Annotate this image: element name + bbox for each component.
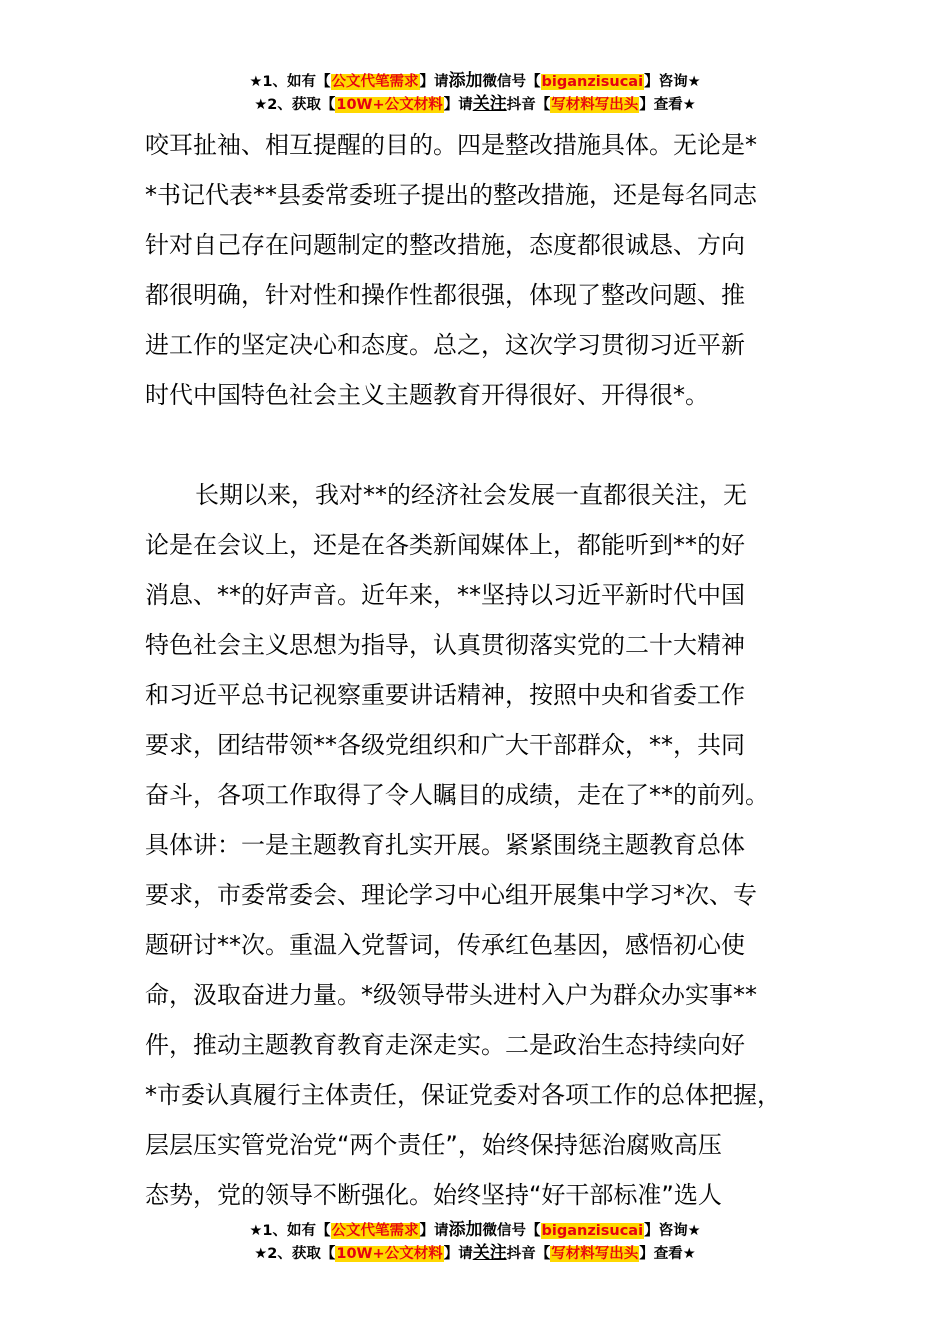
ad-highlight: biganzisucai bbox=[541, 1223, 644, 1239]
text-line: 针对自己存在问题制定的整改措施，态度都很诚恳、方向 bbox=[145, 231, 745, 259]
text-line: 消息、**的好声音。近年来，**坚持以习近平新时代中国 bbox=[145, 581, 745, 609]
ad-text: 抖音【 bbox=[506, 97, 551, 113]
text-line: 层层压实管党治党“两个责任”，始终保持惩治腐败高压 bbox=[145, 1131, 722, 1159]
ad-emphasis: 添加 bbox=[448, 71, 483, 91]
paragraph-1 bbox=[145, 120, 835, 420]
ad-suffix: 】查看★ bbox=[639, 97, 696, 113]
ad-highlight: 10W+公文材料 bbox=[336, 97, 443, 113]
ad-emphasis: 关注 bbox=[472, 94, 507, 114]
ad-highlight: biganzisucai bbox=[541, 74, 644, 90]
header-ad bbox=[0, 70, 950, 116]
text-line: 命，汲取奋进力量。*级领导带头进村入户为群众办实事** bbox=[145, 981, 757, 1009]
text-line: 具体讲：一是主题教育扎实开展。紧紧围绕主题教育总体 bbox=[145, 831, 745, 859]
ad-prefix: ★2、获取【 bbox=[254, 1246, 336, 1262]
ad-suffix: 】咨询★ bbox=[644, 1223, 701, 1239]
text-line: 咬耳扯袖、相互提醒的目的。四是整改措施具体。无论是* bbox=[145, 131, 757, 159]
text-line: 奋斗，各项工作取得了令人瞩目的成绩，走在了**的前列。 bbox=[145, 781, 769, 809]
ad-emphasis: 关注 bbox=[472, 1243, 507, 1263]
ad-text: 抖音【 bbox=[506, 1246, 551, 1262]
ad-prefix: ★1、如有【 bbox=[249, 74, 331, 90]
paragraph-2 bbox=[145, 470, 835, 1220]
text-line: 长期以来，我对**的经济社会发展一直都很关注，无 bbox=[195, 481, 747, 509]
text-line: 件，推动主题教育教育走深走实。二是政治生态持续向好 bbox=[145, 1031, 745, 1059]
ad-text: 】请 bbox=[443, 1246, 473, 1262]
ad-highlight: 写材料写出头 bbox=[551, 97, 639, 113]
ad-text: 】请 bbox=[419, 74, 449, 90]
header-ad-line-1 bbox=[0, 70, 950, 93]
text-line: 论是在会议上，还是在各类新闻媒体上，都能听到**的好 bbox=[145, 531, 745, 559]
ad-suffix: 】查看★ bbox=[639, 1246, 696, 1262]
footer-ad-line-2 bbox=[0, 1242, 950, 1265]
ad-text: 】请 bbox=[443, 97, 473, 113]
footer-ad-line-1 bbox=[0, 1219, 950, 1242]
ad-text: 】请 bbox=[419, 1223, 449, 1239]
text-line: 要求，市委常委会、理论学习中心组开展集中学习*次、专 bbox=[145, 881, 757, 909]
ad-highlight: 写材料写出头 bbox=[551, 1246, 639, 1262]
header-ad-line-2 bbox=[0, 93, 950, 116]
text-line: 都很明确，针对性和操作性都很强，体现了整改问题、推 bbox=[145, 281, 745, 309]
footer-ad bbox=[0, 1219, 950, 1265]
text-line: 态势，党的领导不断强化。始终坚持“好干部标准”选人 bbox=[145, 1181, 722, 1209]
text-line: *市委认真履行主体责任，保证党委对各项工作的总体把握， bbox=[145, 1081, 781, 1109]
text-line: *书记代表**县委常委班子提出的整改措施，还是每名同志 bbox=[145, 181, 757, 209]
text-line: 要求，团结带领**各级党组织和广大干部群众，**，共同 bbox=[145, 731, 745, 759]
ad-prefix: ★2、获取【 bbox=[254, 97, 336, 113]
ad-text: 微信号【 bbox=[482, 1223, 541, 1239]
text-line: 和习近平总书记视察重要讲话精神，按照中央和省委工作 bbox=[145, 681, 745, 709]
ad-prefix: ★1、如有【 bbox=[249, 1223, 331, 1239]
ad-text: 微信号【 bbox=[482, 74, 541, 90]
ad-suffix: 】咨询★ bbox=[644, 74, 701, 90]
ad-highlight: 10W+公文材料 bbox=[336, 1246, 443, 1262]
text-line: 时代中国特色社会主义主题教育开得很好、开得很*。 bbox=[145, 381, 709, 409]
ad-highlight: 公文代笔需求 bbox=[331, 74, 419, 90]
text-line: 进工作的坚定决心和态度。总之，这次学习贯彻习近平新 bbox=[145, 331, 745, 359]
text-line: 特色社会主义思想为指导，认真贯彻落实党的二十大精神 bbox=[145, 631, 745, 659]
text-line: 题研讨**次。重温入党誓词，传承红色基因，感悟初心使 bbox=[145, 931, 745, 959]
ad-emphasis: 添加 bbox=[448, 1220, 483, 1240]
ad-highlight: 公文代笔需求 bbox=[331, 1223, 419, 1239]
